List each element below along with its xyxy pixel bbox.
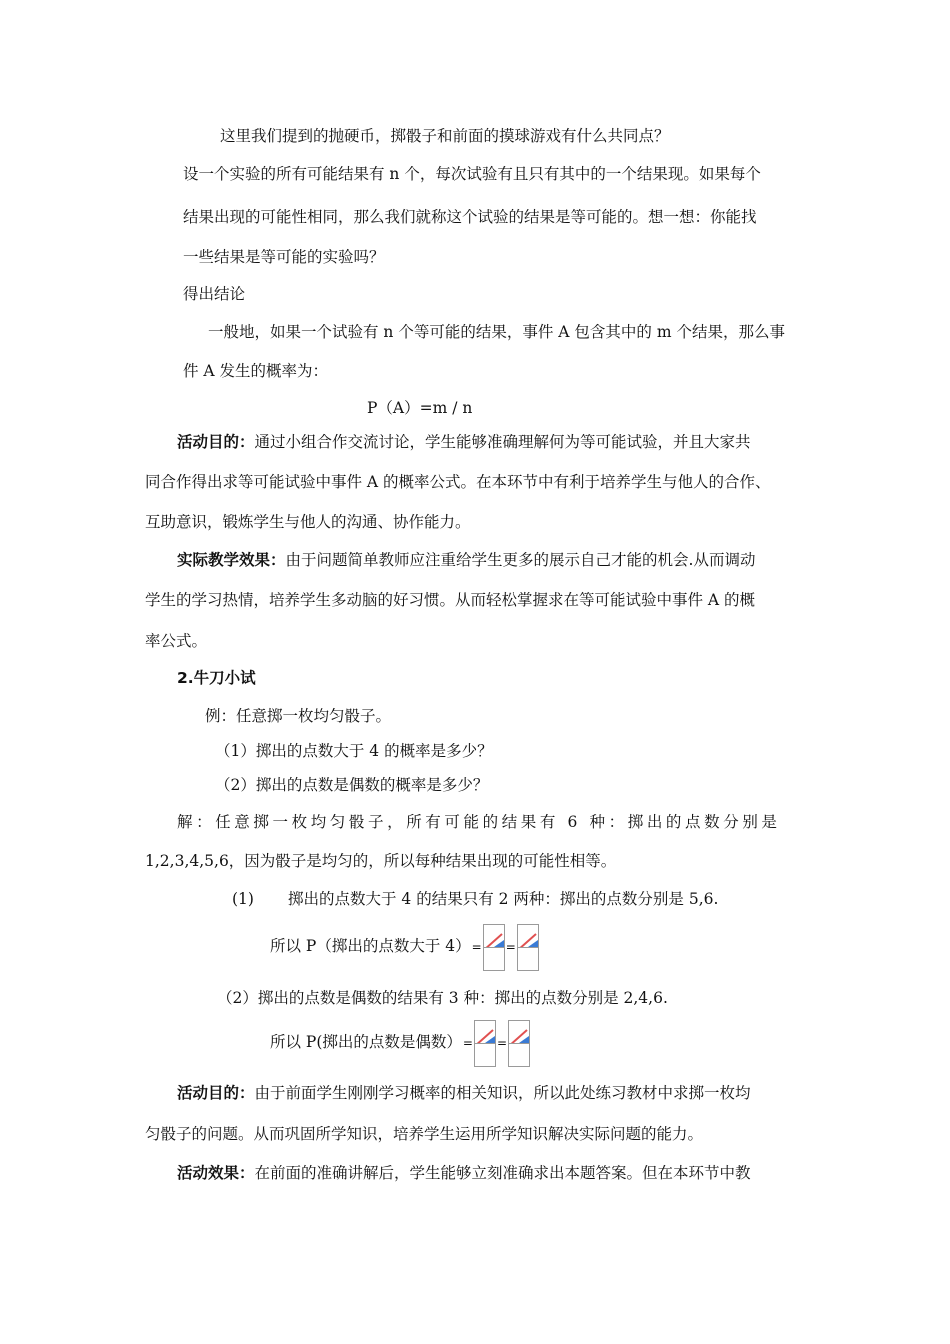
subheading: 得出结论 [183,285,246,303]
probability-formula: P（A）=m / n [367,399,473,417]
paragraph-text: 在前面的准确讲解后，学生能够立刻准确求出本题答案。但在本环节中教 [254,1164,751,1182]
paragraph-text: 由于问题简单教师应注重给学生更多的展示自己才能的机会.从而调动 [285,551,756,569]
solution-item: 掷出的点数大于 4 的结果只有 2 两种：掷出的点数分别是 5,6. [288,890,719,908]
paragraph-line: 匀骰子的问题。从而巩固所学知识，培养学生运用所学知识解决实际问题的能力。 [145,1125,704,1143]
paragraph-line: 一般地，如果一个试验有 n 个等可能的结果，事件 A 包含其中的 m 个结果，那么事 [208,323,785,341]
solution-line: 解：任意掷一枚均匀骰子，所有可能的结果有 6 种：掷出的点数分别是 [177,813,781,831]
label-activity-goal: 活动目的： [177,433,255,451]
example-line: 例：任意掷一枚均匀骰子。 [205,707,392,725]
fraction-image [483,924,505,971]
fraction-image [517,924,539,971]
paragraph-line [177,550,755,570]
question-line: 这里我们提到的抛硬币，掷骰子和前面的摸球游戏有什么共同点？ [220,127,670,145]
paragraph-line [177,432,751,452]
result-line [270,1018,530,1067]
equals-sign: = [505,940,516,954]
paragraph-line: 同合作得出求等可能试验中事件 A 的概率公式。在本环节中有利于培养学生与他人的合作、 [145,473,771,491]
label-teaching-effect: 实际教学效果： [177,551,286,569]
paragraph-text: 件 A 发生的概率为： [183,362,329,380]
label-activity-goal: 活动目的： [177,1084,255,1102]
solution-item-number: (1) [232,890,254,908]
section-heading: 2.牛刀小试 [177,669,256,687]
paragraph-line: 学生的学习热情，培养学生多动脑的好习惯。从而轻松掌握求在等可能试验中事件 A 的概 [145,591,756,609]
equals-sign: = [462,1036,473,1050]
solution-item: （2）掷出的点数是偶数的结果有 3 种：掷出的点数分别是 2,4,6. [217,989,668,1007]
fraction-image [508,1020,530,1067]
paragraph-text: 由于前面学生刚刚学习概率的相关知识，所以此处练习教材中求掷一枚均 [254,1084,751,1102]
broken-image-icon [474,1020,496,1044]
equals-sign: = [496,1036,508,1050]
paragraph-line [183,361,328,381]
result-line [270,922,539,971]
paragraph-text: 通过小组合作交流讨论，学生能够准确理解何为等可能试验，并且大家共 [254,433,751,451]
broken-image-icon [508,1020,530,1044]
result-text: 所以 P(掷出的点数是偶数） [270,1033,462,1051]
result-text: 所以 P（掷出的点数大于 4） [270,937,471,955]
equals-sign: = [471,940,482,954]
broken-image-icon [483,924,505,948]
question-item: （2）掷出的点数是偶数的概率是多少？ [215,776,489,794]
label-activity-effect: 活动效果： [177,1164,255,1182]
fraction-image [474,1020,496,1067]
paragraph-line [177,1163,751,1183]
paragraph-line: 结果出现的可能性相同，那么我们就称这个试验的结果是等可能的。想一想：你能找 [183,208,757,226]
paragraph-line [177,1083,751,1103]
paragraph-line: 设一个实验的所有可能结果有 n 个，每次试验有且只有其中的一个结果现。如果每个 [183,165,761,183]
paragraph-line: 一些结果是等可能的实验吗？ [183,248,385,266]
paragraph-line: 率公式。 [145,632,208,650]
question-item: （1）掷出的点数大于 4 的概率是多少？ [215,742,493,760]
solution-line: 1,2,3,4,5,6，因为骰子是均匀的，所以每种结果出现的可能性相等。 [145,852,617,870]
broken-image-icon [517,924,539,948]
paragraph-line: 互助意识，锻炼学生与他人的沟通、协作能力。 [145,513,471,531]
